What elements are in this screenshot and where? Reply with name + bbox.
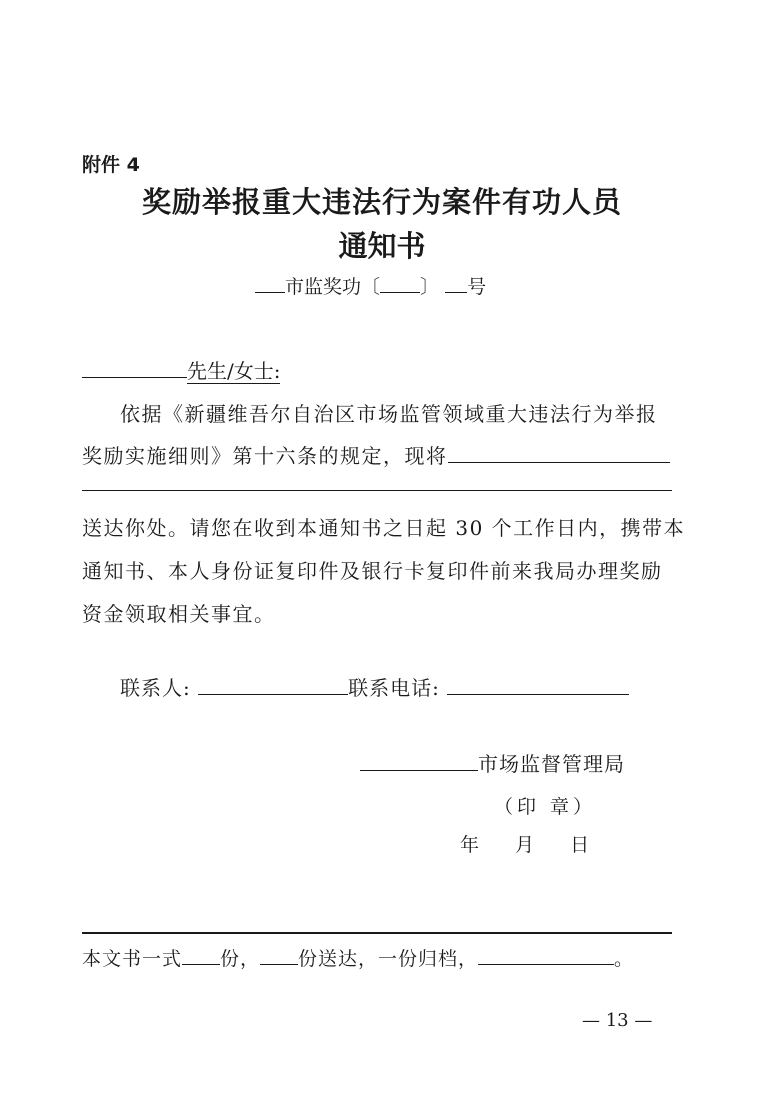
blank-copy-count — [182, 944, 220, 965]
bureau-name: 市场监督管理局 — [478, 752, 625, 776]
issuing-bureau — [360, 748, 625, 777]
body-line-5: 通知书、本人身份证复印件及银行卡复印件前来我局办理奖励 — [82, 559, 663, 583]
blank-bureau-region — [360, 750, 478, 771]
salutation-text: 先生/女士: — [187, 359, 281, 383]
footer-note — [82, 944, 634, 971]
blank-serial — [445, 272, 467, 293]
doc-number-prefix: 市监奖功〔 — [285, 276, 381, 298]
doc-number-middle: 〕 — [420, 276, 440, 298]
footer-end: 。 — [614, 948, 635, 970]
body-line-2-text: 奖励实施细则》第十六条的规定，现将 — [82, 444, 448, 468]
seal-text: （印 章） — [494, 796, 597, 818]
footer-part1: 本文书一式 — [82, 948, 183, 970]
blank-year — [380, 272, 420, 293]
body-line-1: 依据《新疆维吾尔自治区市场监管领域重大违法行为举报 — [120, 402, 658, 426]
blank-city — [255, 272, 285, 293]
page-number: — 13 — — [582, 1010, 653, 1031]
date-month: 月 — [515, 834, 535, 856]
document-title-line2: 通知书 — [338, 229, 426, 263]
date-day: 日 — [570, 834, 590, 856]
footer-part3: 份送达，一份归档， — [298, 948, 479, 970]
blank-reward-detail-line2 — [82, 490, 672, 491]
doc-number-suffix: 号 — [467, 276, 487, 298]
document-number — [255, 272, 486, 299]
blank-recipient-name — [82, 357, 187, 378]
footer-part2: 份， — [220, 948, 261, 970]
blank-archive — [478, 944, 614, 965]
blank-contact-person — [198, 674, 348, 695]
body-line-6: 资金领取相关事宜。 — [82, 602, 276, 626]
date-year: 年 — [460, 834, 480, 856]
contact-person-label: 联系人: — [120, 676, 191, 700]
body-line-4: 送达你处。请您在收到本通知书之日起 30 个工作日内，携带本 — [82, 516, 686, 540]
footer-divider — [82, 932, 672, 934]
blank-reward-detail — [448, 442, 670, 463]
blank-delivered-count — [260, 944, 298, 965]
blank-contact-phone — [447, 674, 629, 695]
contact-row — [120, 672, 629, 701]
document-title-line1: 奖励举报重大违法行为案件有功人员 — [141, 185, 622, 219]
salutation — [82, 355, 280, 384]
body-line-2 — [82, 440, 670, 469]
issue-date — [460, 830, 589, 857]
contact-phone-label: 联系电话: — [348, 676, 440, 700]
attachment-label: 附件 4 — [82, 154, 140, 176]
